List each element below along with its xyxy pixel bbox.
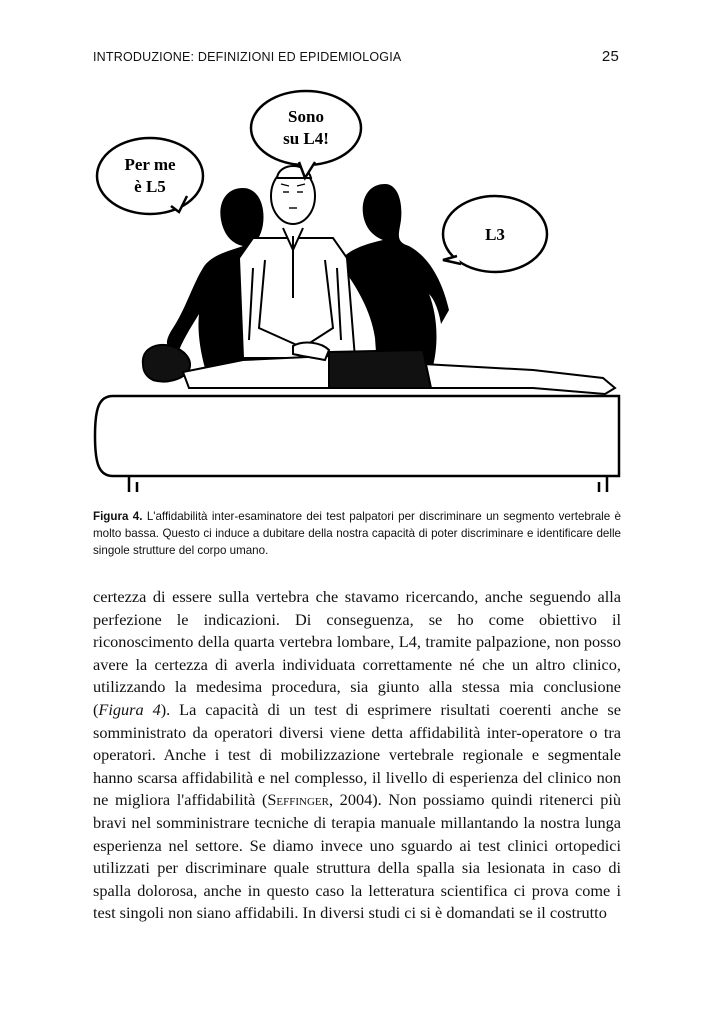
chapter-title: INTRODUZIONE: DEFINIZIONI ED EPIDEMIOLOGIA bbox=[93, 50, 402, 64]
citation-author: Seffinger bbox=[267, 790, 329, 810]
running-header bbox=[93, 48, 619, 68]
caption-label: Figura 4. bbox=[93, 510, 143, 523]
caption-text: L'affidabilità inter-esaminatore dei test palpatori per discriminare un segmento vertebrale è molto bassa. Questo ci induce a dubitare della nostra capacità di poter discriminare e identificare delle singole strutture del corpo umano. bbox=[93, 510, 621, 557]
body-text-part1: certezza di essere sulla vertebra che stavamo ricercando, anche seguendo alla perfezione le indicazioni. Di conseguenza, se ho come obiettivo il riconoscimento della quarta vertebra lombare, L4, tramite palpazione, non posso avere la certezza di averla individuata correttamente né che un altro clinico, utilizzando la medesima procedura, sia giunto alla stessa mia conclusione ( bbox=[93, 587, 621, 719]
body-text-part2: ). La capacità di un test di esprimere risultati coerenti anche se somministrato da operatori diversi viene detta affidabilità inter-operatore o tra operatori. Anche i test di mobilizzazione vertebrale regionale e segmentale hanno scarsa affidabilità e nel complesso, il livello di esperienza del clinico non ne migliora l'affidabilità ( bbox=[93, 699, 621, 810]
bubble-left-line1: Per me bbox=[124, 155, 176, 174]
body-text-part3: . Non possiamo quindi ritenerci più bravi nel somministrare tecniche di terapia manuale millantando la nostra lunga esperienza nel settore. Se diamo invece uno sguardo ai test clinici ortopedici utilizzati per discriminare quale struttura della spalla sia lesionata in caso di spalla dolorosa, anche in questo caso la letteratura scientifica ci prova come i test singoli non siano affidabili. In diversi studi ci si è domandati se il costrutto bbox=[93, 790, 621, 923]
page-number: 25 bbox=[601, 48, 619, 65]
citation-year: , 2004) bbox=[329, 790, 378, 810]
figure-caption bbox=[93, 508, 621, 559]
bubble-center-line1: Sono bbox=[288, 107, 324, 126]
silhouette-right bbox=[341, 184, 449, 366]
figure-reference: Figura 4 bbox=[98, 699, 161, 719]
speech-bubble-left bbox=[97, 138, 203, 214]
body-paragraph bbox=[93, 586, 621, 925]
bubble-center-line2: su L4! bbox=[283, 129, 329, 148]
examination-table bbox=[95, 396, 619, 492]
figure-illustration bbox=[93, 88, 623, 503]
bubble-left-line2: è L5 bbox=[134, 177, 166, 196]
bubble-right-text: L3 bbox=[485, 225, 505, 244]
